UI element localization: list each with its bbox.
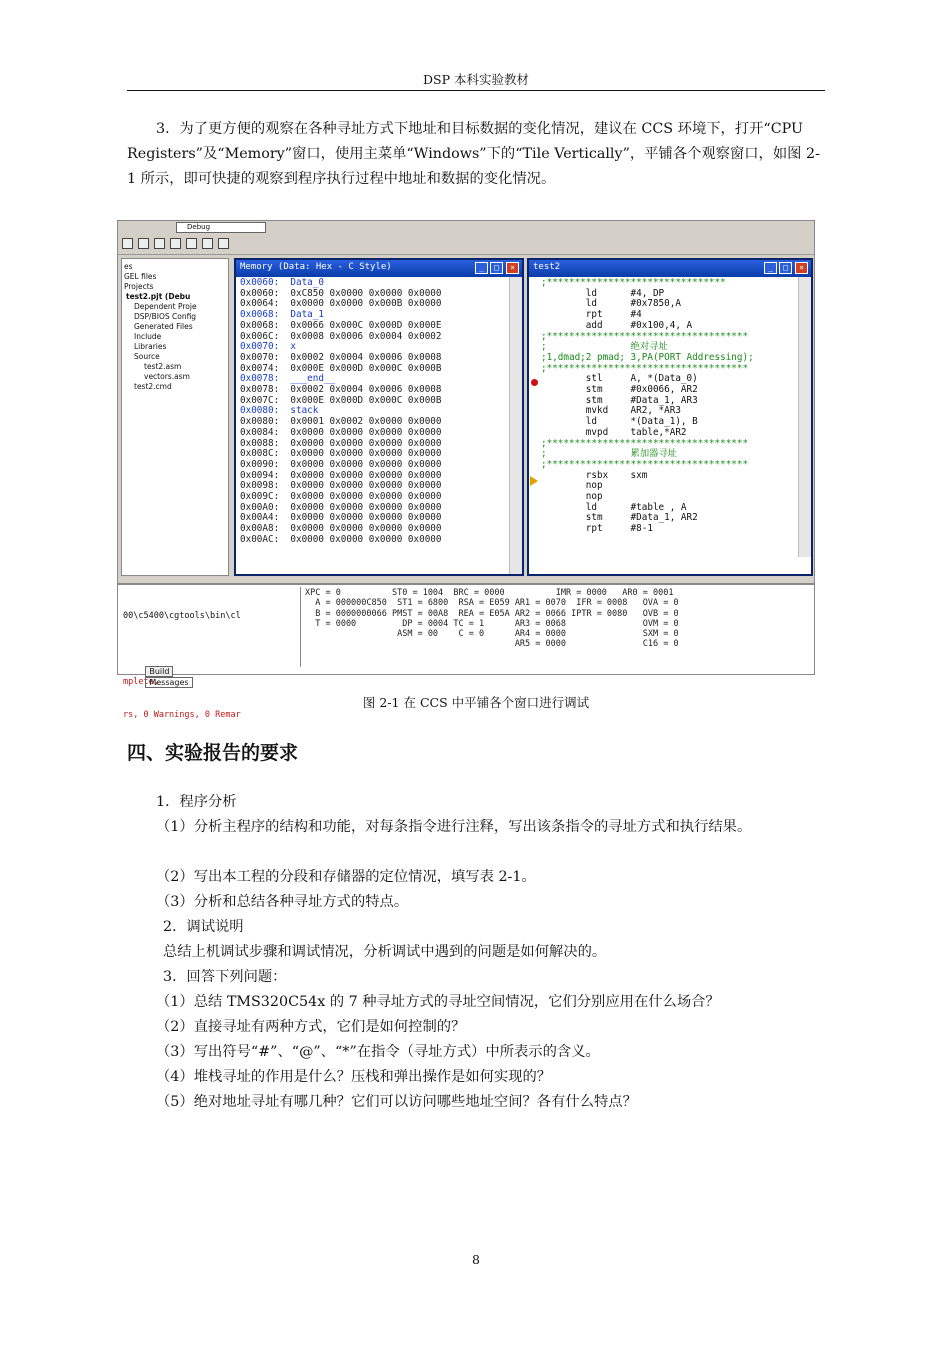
memory-line: 0x0068: Data_1 (240, 309, 324, 321)
tab-build[interactable]: Build (145, 666, 173, 677)
source-line: add #0x100,4, A (541, 319, 693, 331)
tree-item[interactable]: Projects (124, 282, 154, 291)
build-output (121, 587, 289, 720)
list-item: （4）堆栈寻址的作用是什么？压栈和弹出操作是如何实现的？ (156, 1069, 552, 1085)
memory-content (236, 277, 522, 547)
list-item: 总结上机调试步骤和调试情况，分析调试中遇到的问题是如何解决的。 (163, 944, 607, 960)
memory-titlebar (236, 260, 522, 277)
output-line: 00\c5400\cgtools\bin\cl (123, 611, 241, 621)
toolbar-icon[interactable] (202, 238, 213, 249)
source-line: ; 绝对寻址 (541, 341, 668, 353)
memory-window (234, 258, 524, 576)
memory-line: 0x0064: 0x0000 0x0000 0x000B 0x0000 (240, 298, 442, 310)
source-line: nop (541, 491, 603, 503)
memory-line: 0x0084: 0x0000 0x0000 0x0000 0x0000 (240, 426, 442, 438)
page-header: DSP 本科实验教材 (423, 72, 529, 87)
memory-line: 0x0078: 0x0002 0x0004 0x0006 0x0008 (240, 384, 442, 396)
memory-scrollbar[interactable] (509, 277, 522, 574)
register-line: AR5 = 0000 C16 = 0 (305, 639, 679, 650)
register-line: T = 0000 DP = 0004 TC = 1 AR3 = 0068 OVM = 0 (305, 618, 679, 629)
memory-line: 0x0070: x (240, 341, 296, 353)
cpu-registers (300, 587, 798, 667)
output-line: rs, 0 Warnings, 0 Remar (123, 710, 241, 720)
memory-title: Memory (Data: Hex - C Style) (240, 262, 392, 272)
tree-item[interactable]: Libraries (134, 342, 167, 351)
breakpoint-icon[interactable] (531, 379, 538, 386)
tab-messages[interactable]: Messages (145, 677, 192, 688)
source-window (527, 258, 813, 576)
source-line: ld #0x7850,A (541, 298, 681, 310)
tree-item[interactable]: Source (134, 352, 160, 361)
list-item: 2．调试说明 (163, 919, 244, 935)
tree-item[interactable]: test2.cmd (134, 382, 172, 391)
memory-line: 0x009C: 0x0000 0x0000 0x0000 0x0000 (240, 491, 442, 503)
source-line: stm #0x0066, AR2 (541, 384, 698, 396)
debug-combo[interactable]: Debug (176, 222, 266, 233)
source-line: rpt #4 (541, 309, 642, 321)
source-line: ld *(Data_1), B (541, 416, 698, 428)
header-rule (127, 90, 825, 91)
memory-line: 0x00A4: 0x0000 0x0000 0x0000 0x0000 (240, 512, 442, 524)
tree-item[interactable]: test2.asm (144, 362, 182, 371)
source-line: ;******************************** (541, 277, 726, 288)
source-line: nop (541, 480, 603, 492)
register-line: A = 000000C850 ST1 = 6800 RSA = E059 AR1 = 0070 IFR = 0008 OVA = 0 (305, 598, 679, 609)
tree-item[interactable]: Include (134, 332, 162, 341)
source-titlebar (529, 260, 811, 277)
memory-line: 0x0078: ___end__ (240, 373, 336, 385)
source-line: ;************************************ (541, 330, 749, 342)
memory-line: 0x00AC: 0x0000 0x0000 0x0000 0x0000 (240, 533, 442, 545)
memory-line: 0x0098: 0x0000 0x0000 0x0000 0x0000 (240, 480, 442, 492)
source-line: ;1,dmad;2 pmad; 3,PA(PORT Addressing); (541, 351, 754, 363)
close-icon[interactable]: × (795, 262, 808, 274)
project-tree (121, 258, 229, 576)
minimize-icon[interactable]: _ (475, 262, 488, 274)
tree-item[interactable]: vectors.asm (144, 372, 190, 381)
toolbar-icon[interactable] (218, 238, 229, 249)
memory-line: 0x0080: stack (240, 405, 319, 417)
program-counter-arrow-icon (530, 476, 538, 486)
source-line: stl A, *(Data_0) (541, 373, 698, 385)
toolbar-icon[interactable] (138, 238, 149, 249)
section-title: 四、实验报告的要求 (127, 742, 299, 764)
memory-line: 0x008C: 0x0000 0x0000 0x0000 0x0000 (240, 448, 442, 460)
list-item: （2）直接寻址有两种方式，它们是如何控制的？ (156, 1019, 466, 1035)
minimize-icon[interactable]: _ (764, 262, 777, 274)
memory-line: 0x007C: 0x000E 0x000D 0x000C 0x000B (240, 394, 442, 406)
tree-item[interactable]: Dependent Proje (134, 302, 197, 311)
list-item: （1）分析主程序的结构和功能，对每条指令进行注释，写出该条指令的寻址方式和执行结果。 (156, 819, 752, 835)
source-line: mvkd AR2, *AR3 (541, 405, 681, 417)
figure-caption: 图 2-1 在 CCS 中平铺各个窗口进行调试 (362, 695, 590, 710)
source-line: mvpd table,*AR2 (541, 426, 687, 438)
source-line: ; 累加器寻址 (541, 448, 678, 460)
toolbar-icon[interactable] (186, 238, 197, 249)
register-line: ASM = 00 C = 0 AR4 = 0000 SXM = 0 (305, 629, 679, 640)
tree-item[interactable]: Generated Files (134, 322, 193, 331)
source-line: rsbx sxm (541, 469, 648, 481)
toolbar-icon[interactable] (122, 238, 133, 249)
memory-line: 0x0060: 0xC850 0x0000 0x0000 0x0000 (240, 287, 442, 299)
toolbar-icon[interactable] (170, 238, 181, 249)
source-line: ld #4, DP (541, 287, 665, 299)
output-line (123, 644, 287, 655)
memory-line: 0x0074: 0x000E 0x000D 0x000C 0x000B (240, 362, 442, 374)
list-item: （3）分析和总结各种寻址方式的特点。 (156, 894, 409, 910)
page-number: 8 (472, 1252, 480, 1267)
intro-paragraph: 3．为了更方便的观察在各种寻址方式下地址和目标数据的变化情况，建议在 CCS 环境下，打开“CPU Registers”及“Memory”窗口，使用主菜单“Windows”下的“Tile Vertically”，平铺各个观察窗口，如图 2-1 所示，即可快捷的观察到程序执行过程中地址和数据的变化情况。 (127, 121, 820, 187)
list-item: （1）总结 TMS320C54x 的 7 种寻址方式的寻址空间情况，它们分别应用在什么场合？ (156, 994, 720, 1010)
memory-line: 0x0060: Data_0 (240, 277, 324, 288)
memory-line: 0x0094: 0x0000 0x0000 0x0000 0x0000 (240, 469, 442, 481)
memory-line: 0x0068: 0x0066 0x000C 0x000D 0x000E (240, 319, 442, 331)
memory-line: 0x0080: 0x0001 0x0002 0x0000 0x0000 (240, 416, 442, 428)
register-line: XPC = 0 ST0 = 1004 BRC = 0000 IMR = 0000 AR0 = 0001 (305, 588, 674, 598)
list-item: （3）写出符号“#”、“@”、“*”在指令（寻址方式）中所表示的含义。 (156, 1044, 600, 1060)
tree-item[interactable]: test2.pjt (Debu (126, 292, 191, 301)
source-line: ;************************************ (541, 362, 749, 374)
tree-item[interactable]: es (124, 262, 133, 271)
maximize-icon[interactable]: □ (779, 262, 792, 274)
list-item: （2）写出本工程的分段和存储器的定位情况，填写表 2-1。 (156, 869, 536, 885)
source-line: ;************************************ (541, 437, 749, 449)
memory-line: 0x0070: 0x0002 0x0004 0x0006 0x0008 (240, 351, 442, 363)
top-toolbar (118, 221, 814, 235)
icon-toolbar (118, 235, 814, 255)
tree-item[interactable]: DSP/BIOS Config (134, 312, 197, 321)
memory-line: 0x00A8: 0x0000 0x0000 0x0000 0x0000 (240, 523, 442, 535)
memory-line: 0x006C: 0x0008 0x0006 0x0004 0x0002 (240, 330, 442, 342)
memory-line: 0x0090: 0x0000 0x0000 0x0000 0x0000 (240, 458, 442, 470)
list-item: 1．程序分析 (156, 794, 237, 810)
list-item: 3．回答下列问题： (163, 969, 287, 985)
close-icon[interactable]: × (506, 262, 519, 274)
source-line: stm #Data_1, AR2 (541, 512, 698, 524)
source-line: ;************************************ (541, 458, 749, 470)
source-content (529, 277, 811, 536)
source-scrollbar[interactable] (798, 277, 811, 557)
tree-item[interactable]: GEL files (124, 272, 157, 281)
source-line: rpt #8-1 (541, 523, 653, 535)
memory-line: 0x00A0: 0x0000 0x0000 0x0000 0x0000 (240, 501, 442, 513)
source-title: test2 (533, 262, 561, 272)
list-item: （5）绝对地址寻址有哪几种？它们可以访问哪些地址空间？各有什么特点？ (156, 1094, 637, 1110)
source-line: stm #Data_1, AR3 (541, 394, 698, 406)
maximize-icon[interactable]: □ (490, 262, 503, 274)
register-line: B = 0000000066 PMST = 00A8 REA = E05A AR2 = 0066 IPTR = 0080 OVB = 0 (305, 608, 679, 619)
memory-line: 0x0088: 0x0000 0x0000 0x0000 0x0000 (240, 437, 442, 449)
toolbar-icon[interactable] (154, 238, 165, 249)
output-line: mplete, (123, 677, 159, 687)
source-line: ld #table , A (541, 501, 687, 513)
